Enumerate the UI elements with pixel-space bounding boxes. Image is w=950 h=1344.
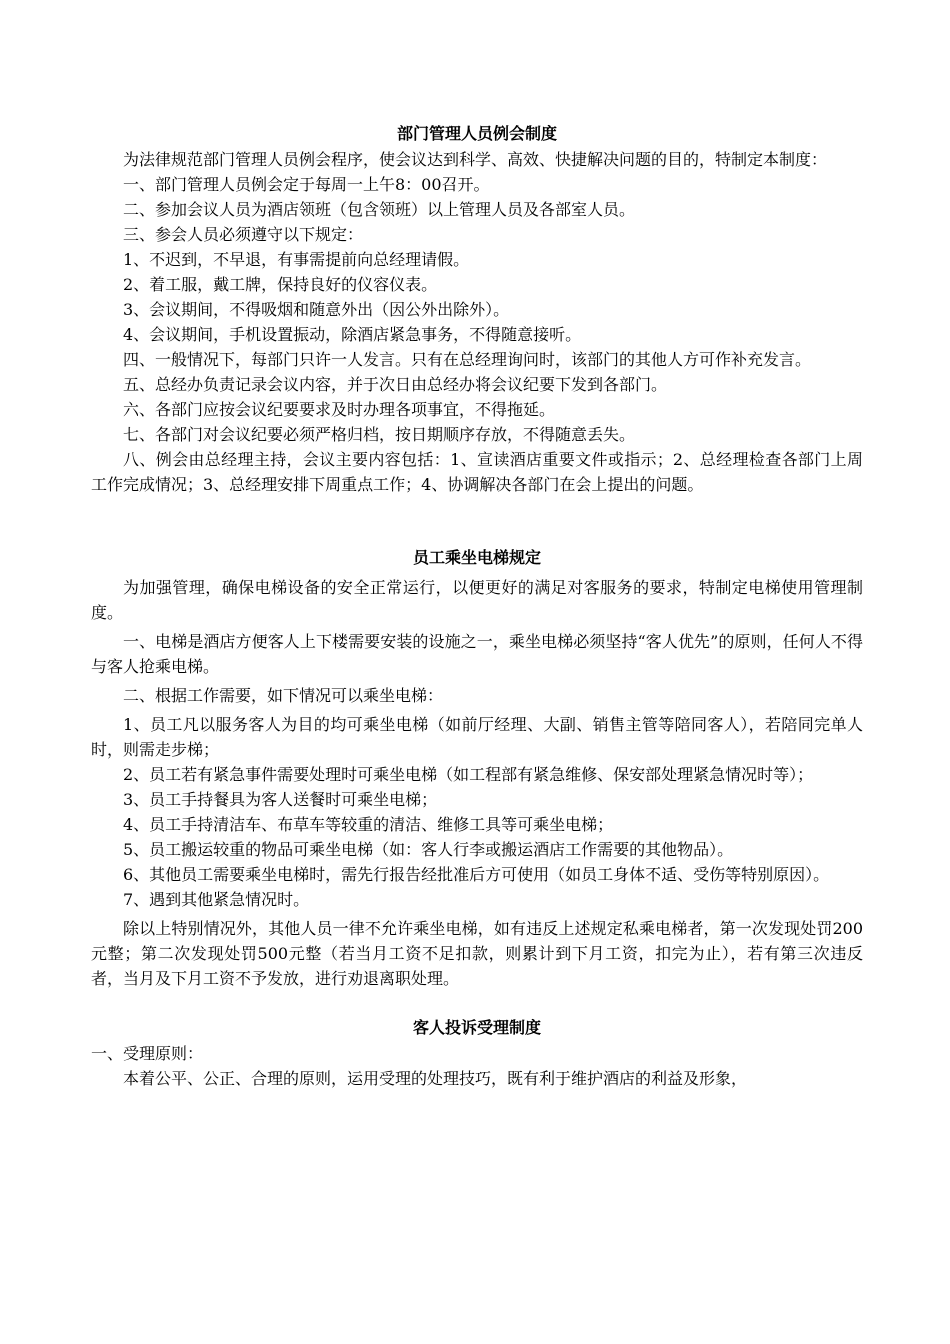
document-page bbox=[91, 121, 863, 1091]
paragraph: 一、电梯是酒店方便客人上下楼需要安装的设施之一，乘坐电梯必须坚持“客人优先”的原则，任何人不得与客人抢乘电梯。 bbox=[91, 632, 863, 676]
paragraph: 2、着工服，戴工牌，保持良好的仪容仪表。 bbox=[123, 275, 438, 294]
paragraph: 1、不迟到，不早退，有事需提前向总经理请假。 bbox=[123, 250, 470, 269]
section-elevator-rules bbox=[91, 545, 863, 991]
paragraph: 5、员工搬运较重的物品可乘坐电梯（如：客人行李或搬运酒店工作需要的其他物品）。 bbox=[123, 840, 734, 859]
paragraph: 三、参会人员必须遵守以下规定： bbox=[123, 225, 364, 244]
paragraph: 为加强管理，确保电梯设备的安全正常运行，以便更好的满足对客服务的要求，特制定电梯使用管理制度。 bbox=[91, 578, 863, 622]
section-title: 员工乘坐电梯规定 bbox=[412, 548, 541, 567]
paragraph: 3、会议期间，不得吸烟和随意外出（因公外出除外）。 bbox=[123, 300, 510, 319]
paragraph: 除以上特别情况外，其他人员一律不允许乘坐电梯，如有违反上述规定私乘电梯者，第一次发现处罚200元整；第二次发现处罚500元整（若当月工资不足扣款，则累计到下月工资，扣完为止），若有第三次违反者，当月及下月工资不予发放，进行劝退离职处理。 bbox=[91, 919, 863, 988]
paragraph: 八、例会由总经理主持，会议主要内容包括：1、宣读酒店重要文件或指示；2、总经理检查各部门上周工作完成情况；3、总经理安排下周重点工作；4、协调解决各部门在会上提出的问题。 bbox=[91, 450, 863, 494]
paragraph: 7、遇到其他紧急情况时。 bbox=[123, 890, 310, 909]
paragraph: 本着公平、公正、合理的原则，运用受理的处理技巧，既有利于维护酒店的利益及形象， bbox=[123, 1069, 748, 1088]
paragraph: 六、各部门应按会议纪要要求及时办理各项事宜，不得拖延。 bbox=[123, 400, 556, 419]
paragraph: 3、员工手持餐具为客人送餐时可乘坐电梯； bbox=[123, 790, 438, 809]
paragraph: 4、会议期间，手机设置振动，除酒店紧急事务，不得随意接听。 bbox=[123, 325, 582, 344]
paragraph: 1、员工凡以服务客人为目的均可乘坐电梯（如前厅经理、大副、销售主管等陪同客人），若陪同完单人时，则需走步梯； bbox=[91, 715, 863, 759]
paragraph: 五、总经办负责记录会议内容，并于次日由总经办将会议纪要下发到各部门。 bbox=[123, 375, 668, 394]
section-complaint-rules bbox=[91, 1015, 863, 1091]
paragraph: 七、各部门对会议纪要必须严格归档，按日期顺序存放，不得随意丢失。 bbox=[123, 425, 636, 444]
paragraph: 四、一般情况下，每部门只许一人发言。只有在总经理询问时，该部门的其他人方可作补充发言。 bbox=[123, 350, 812, 369]
section-meeting-rules bbox=[91, 121, 863, 497]
paragraph: 二、根据工作需要，如下情况可以乘坐电梯： bbox=[123, 686, 444, 705]
paragraph: 2、员工若有紧急事件需要处理时可乘坐电梯（如工程部有紧急维修、保安部处理紧急情况时等）； bbox=[123, 765, 814, 784]
section-title: 部门管理人员例会制度 bbox=[396, 124, 557, 143]
paragraph: 一、部门管理人员例会定于每周一上午8：00召开。 bbox=[123, 175, 490, 194]
paragraph: 6、其他员工需要乘坐电梯时，需先行报告经批准后方可使用（如员工身体不适、受伤等特别原因）。 bbox=[123, 865, 830, 884]
paragraph: 4、员工手持清洁车、布草车等较重的清洁、维修工具等可乘坐电梯； bbox=[123, 815, 614, 834]
paragraph: 二、参加会议人员为酒店领班（包含领班）以上管理人员及各部室人员。 bbox=[123, 200, 636, 219]
paragraph: 一、受理原则： bbox=[91, 1044, 204, 1063]
paragraph: 为法律规范部门管理人员例会程序，使会议达到科学、高效、快捷解决问题的目的，特制定本制度： bbox=[123, 150, 828, 169]
section-title: 客人投诉受理制度 bbox=[412, 1018, 541, 1037]
